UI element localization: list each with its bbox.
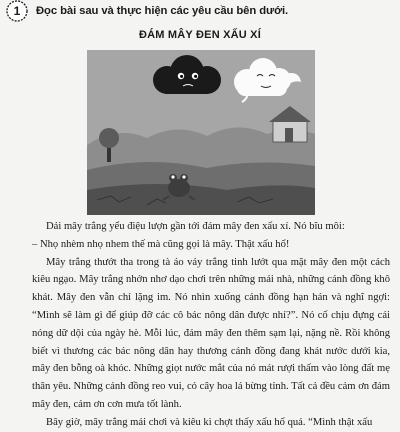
task-instruction: Đọc bài sau và thực hiện các yêu cầu bên dưới. <box>36 5 289 17</box>
story-paragraph: Bây giờ, mây trắng mải chơi và kiêu kì chợt thấy xấu hổ quá. “Mình thật xấu <box>46 416 373 428</box>
task-number: 1 <box>13 4 21 18</box>
story-illustration <box>87 50 315 215</box>
story-paragraph: – Nhọ nhèm nhọ nhem thế mà cũng gọi là mây. Thật xấu hổ! <box>32 238 290 250</box>
story-paragraph: Dải mây trắng yểu điệu lượn gần tới đám mây đen xấu xí. Nó bĩu môi: <box>46 221 345 232</box>
story-paragraph: Mây trắng thướt tha trong tà áo váy trắng tinh lướt qua mặt mây đen một cách kiêu ngạo. Mây trắng nhởn nhơ dạo chơi trên những mái nhà, những cánh đồng khô khát. Mây đen vẫn chỉ lặng im. Nó nhìn xuống cánh đồng hạn hán và nghĩ ngợi: “Mình sẽ làm gì để giúp đỡ các cô bác nông dân được nhỉ?”. Nó cố chịu đựng cái nóng dữ dội của ngày hè. Mỗi lúc, đám mây đen thêm sạm lại, nặng nề. Rồi không biết vì thương các bác nông dân hay thương cánh đồng đang khát nước dưới kia, mây đen bỗng oà khóc. Những giọt nước mắt của nó mát rượi thấm vào lòng đất mẹ thân yêu. Những cánh đồng reo vui, cỏ cây hoa lá bừng tỉnh. Tất cả đều cảm ơn đám mây đen, cảm ơn cơn mưa tốt lành. <box>32 256 390 410</box>
task-number-badge <box>6 0 28 22</box>
story-title: ĐÁM MÂY ĐEN XẤU XÍ <box>139 29 261 41</box>
task-header <box>6 0 288 22</box>
